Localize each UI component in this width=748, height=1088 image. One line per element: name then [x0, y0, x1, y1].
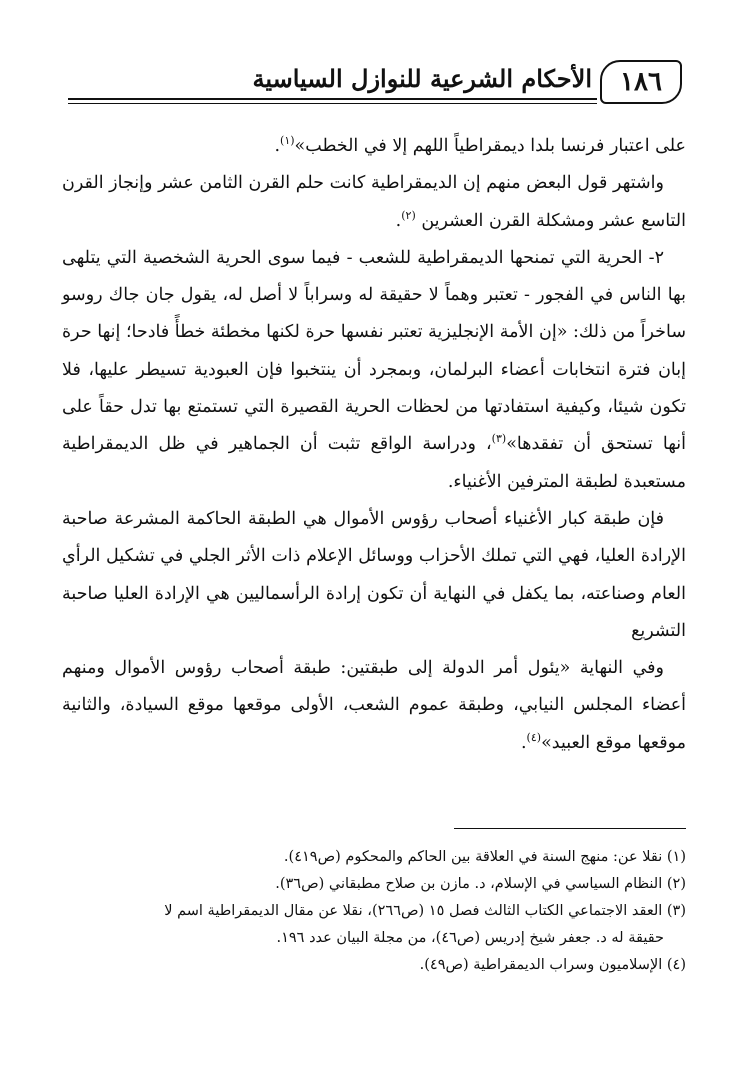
page-number-badge — [600, 60, 682, 104]
header-rule — [68, 98, 597, 100]
page-header — [68, 58, 682, 110]
body-text — [62, 128, 686, 762]
footnote-3: (٣) العقد الاجتماعي الكتاب الثالث فصل ١٥ (ص٢٦٦)، نقلا عن مقال الديمقراطية اسم لا — [164, 903, 686, 919]
paragraph-5: وفي النهاية «يئول أمر الدولة إلى طبقتين: طبقة أصحاب رؤوس الأموال ومنهم أعضاء المجلس النيابي، وطبقة عموم الشعب، الأولى موقعها موقع السيادة، والثانية موقعها موقع العبيد»$^{(٤)}$. — [62, 658, 686, 753]
footnote-ref-1[interactable]: (١) — [280, 134, 295, 148]
paragraph-4: فإن طبقة كبار الأغنياء أصحاب رؤوس الأموال هي الطبقة الحاكمة المشرعة صاحبة الإرادة العليا، فهي التي تملك الأحزاب ووسائل الإعلام ذات الأثر الجلي في تشكيل الرأي العام وصناعته، بما يكفل في النهاية أن تكون إرادة الرأسماليين هي الإرادة العليا صاحبة التشريع — [62, 508, 686, 641]
footnote-ref-3[interactable]: (٣) — [491, 432, 507, 446]
footnote-3-continued: حقيقة له د. جعفر شيخ إدريس (ص٤٦)، من مجلة البيان عدد ١٩٦. — [276, 930, 664, 946]
paragraph-1: على اعتبار فرنسا بلدا ديمقراطياً اللهم إلا في الخطب»$^{(١)}$. — [274, 134, 686, 156]
page-number: ١٨٦ — [620, 67, 662, 97]
paragraph-3: ٢- الحرية التي تمنحها الديمقراطية للشعب - فيما سوى الحرية الشخصية التي يتلهى بها الناس في الفجور - تعتبر وهماً لا حقيقة له وسراباً لا أصل له، يقول جان جاك روسو ساخراً من ذلك: «إن الأمة الإنجليزية تعتبر نفسها حرة لكنها مخطئة خطأً فادحا؛ إنها حرة إبان فترة انتخابات أعضاء البرلمان، وبمجرد أن ينتخبوا فإن العبودية تسيطر عليها، فلا تكون شيئا، وكيفية استفادتها من لحظات الحرية القصيرة التي تستمتع بها تدل حقاً على أنها تستحق أن تفقدها»$^{(٣)}$، ودراسة الواقع تثبت أن الجماهير في ظل الديمقراطية مستعبدة لطبقة المترفين الأغنياء. — [62, 247, 686, 492]
footnote-4: (٤) الإسلاميون وسراب الديمقراطية (ص٤٩). — [419, 957, 686, 973]
header-rule-thin — [68, 103, 597, 104]
footnote-ref-4[interactable]: (٤) — [526, 730, 542, 744]
running-title: الأحكام الشرعية للنوازل السياسية — [252, 64, 592, 93]
footnote-1: (١) نقلا عن: منهج السنة في العلاقة بين الحاكم والمحكوم (ص٤١٩). — [283, 849, 686, 865]
footnote-2: (٢) النظام السياسي في الإسلام، د. مازن بن صلاح مطبقاني (ص٣٦). — [275, 876, 686, 892]
footnote-separator — [454, 828, 686, 829]
paragraph-2: واشتهر قول البعض منهم إن الديمقراطية كانت حلم القرن الثامن عشر وإنجاز القرن التاسع عشر ومشكلة القرن العشرين $^{(٢)}$. — [62, 173, 686, 231]
footnotes — [62, 844, 686, 979]
footnote-ref-2[interactable]: (٢) — [401, 208, 416, 222]
